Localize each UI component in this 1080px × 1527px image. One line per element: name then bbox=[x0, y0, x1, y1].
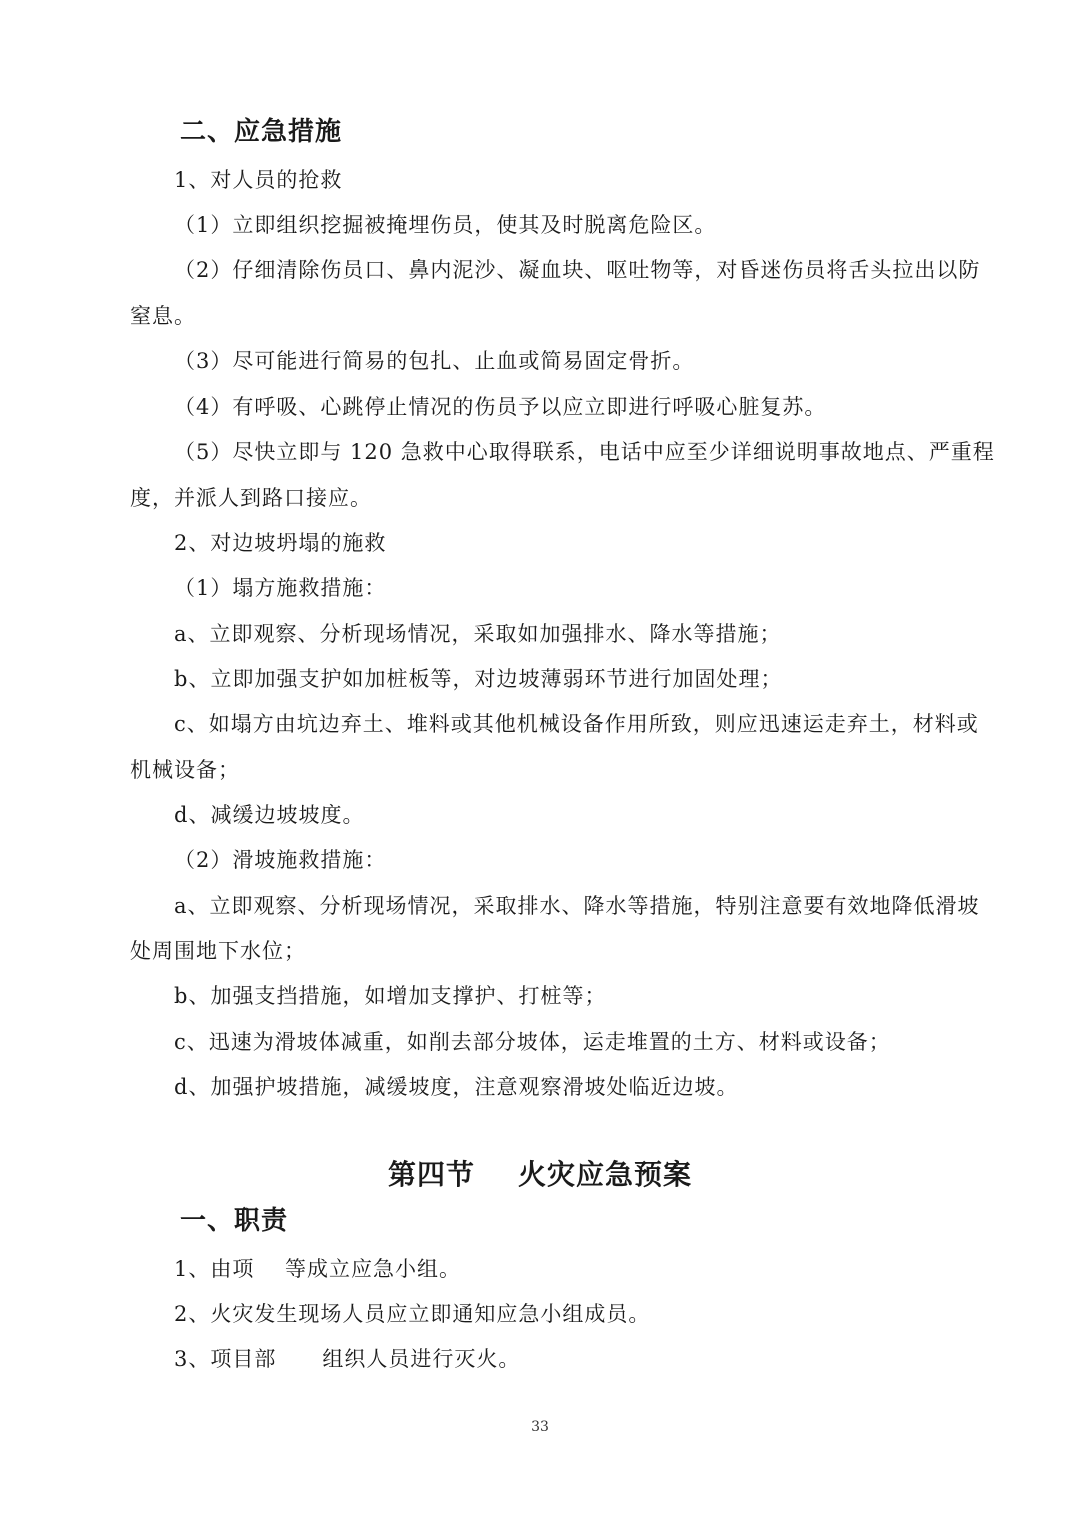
duty-1: 1、由项 等成立应急小组。 bbox=[174, 1257, 462, 1281]
rescue-item-1: （1）立即组织挖掘被掩埋伤员，使其及时脱离危险区。 bbox=[174, 213, 717, 237]
collapse-c-line2: 机械设备； bbox=[130, 758, 240, 782]
landslide-a-line2: 处周围地下水位； bbox=[130, 939, 306, 963]
collapse-c-line1: c、如塌方由坑边弃土、堆料或其他机械设备作用所致，则应迅速运走弃土，材料或 bbox=[174, 712, 979, 736]
collapse-d: d、减缓边坡坡度。 bbox=[174, 803, 365, 827]
rescue-item-3: （3）尽可能进行简易的包扎、止血或简易固定骨折。 bbox=[174, 349, 695, 373]
duty-2: 2、火灾发生现场人员应立即通知应急小组成员。 bbox=[174, 1302, 651, 1326]
heading-emergency-measures: 二、应急措施 bbox=[180, 117, 343, 147]
collapse-a: a、立即观察、分析现场情况，采取如加强排水、降水等措施； bbox=[174, 622, 782, 646]
landslide-c: c、迅速为滑坡体减重，如削去部分坡体，运走堆置的土方、材料或设备； bbox=[174, 1030, 891, 1054]
landslide-title: （2）滑坡施救措施： bbox=[174, 848, 387, 872]
rescue-item-5-line2: 度，并派人到路口接应。 bbox=[130, 486, 372, 510]
slope-title: 2、对边坡坍塌的施救 bbox=[174, 531, 387, 555]
landslide-a-line1: a、立即观察、分析现场情况，采取排水、降水等措施，特别注意要有效地降低滑坡 bbox=[174, 894, 980, 918]
rescue-item-4: （4）有呼吸、心跳停止情况的伤员予以应立即进行呼吸心脏复苏。 bbox=[174, 395, 827, 419]
section-four-title: 第四节 火灾应急预案 bbox=[388, 1158, 692, 1191]
rescue-people-title: 1、对人员的抢救 bbox=[174, 168, 343, 192]
landslide-d: d、加强护坡措施，减缓坡度，注意观察滑坡处临近边坡。 bbox=[174, 1075, 739, 1099]
heading-duties: 一、职责 bbox=[180, 1206, 289, 1236]
rescue-item-5-line1: （5）尽快立即与 120 急救中心取得联系，电话中应至少详细说明事故地点、严重程 bbox=[174, 440, 995, 464]
duty-3: 3、项目部 组织人员进行灭火。 bbox=[174, 1347, 521, 1371]
rescue-item-2-line1: （2）仔细清除伤员口、鼻内泥沙、凝血块、呕吐物等，对昏迷伤员将舌头拉出以防 bbox=[174, 258, 981, 282]
collapse-title: （1）塌方施救措施： bbox=[174, 576, 387, 600]
page-number: 33 bbox=[531, 1419, 549, 1435]
rescue-item-2-line2: 窒息。 bbox=[130, 304, 196, 328]
collapse-b: b、立即加强支护如加桩板等，对边坡薄弱环节进行加固处理； bbox=[174, 667, 783, 691]
landslide-b: b、加强支挡措施，如增加支撑护、打桩等； bbox=[174, 984, 607, 1008]
